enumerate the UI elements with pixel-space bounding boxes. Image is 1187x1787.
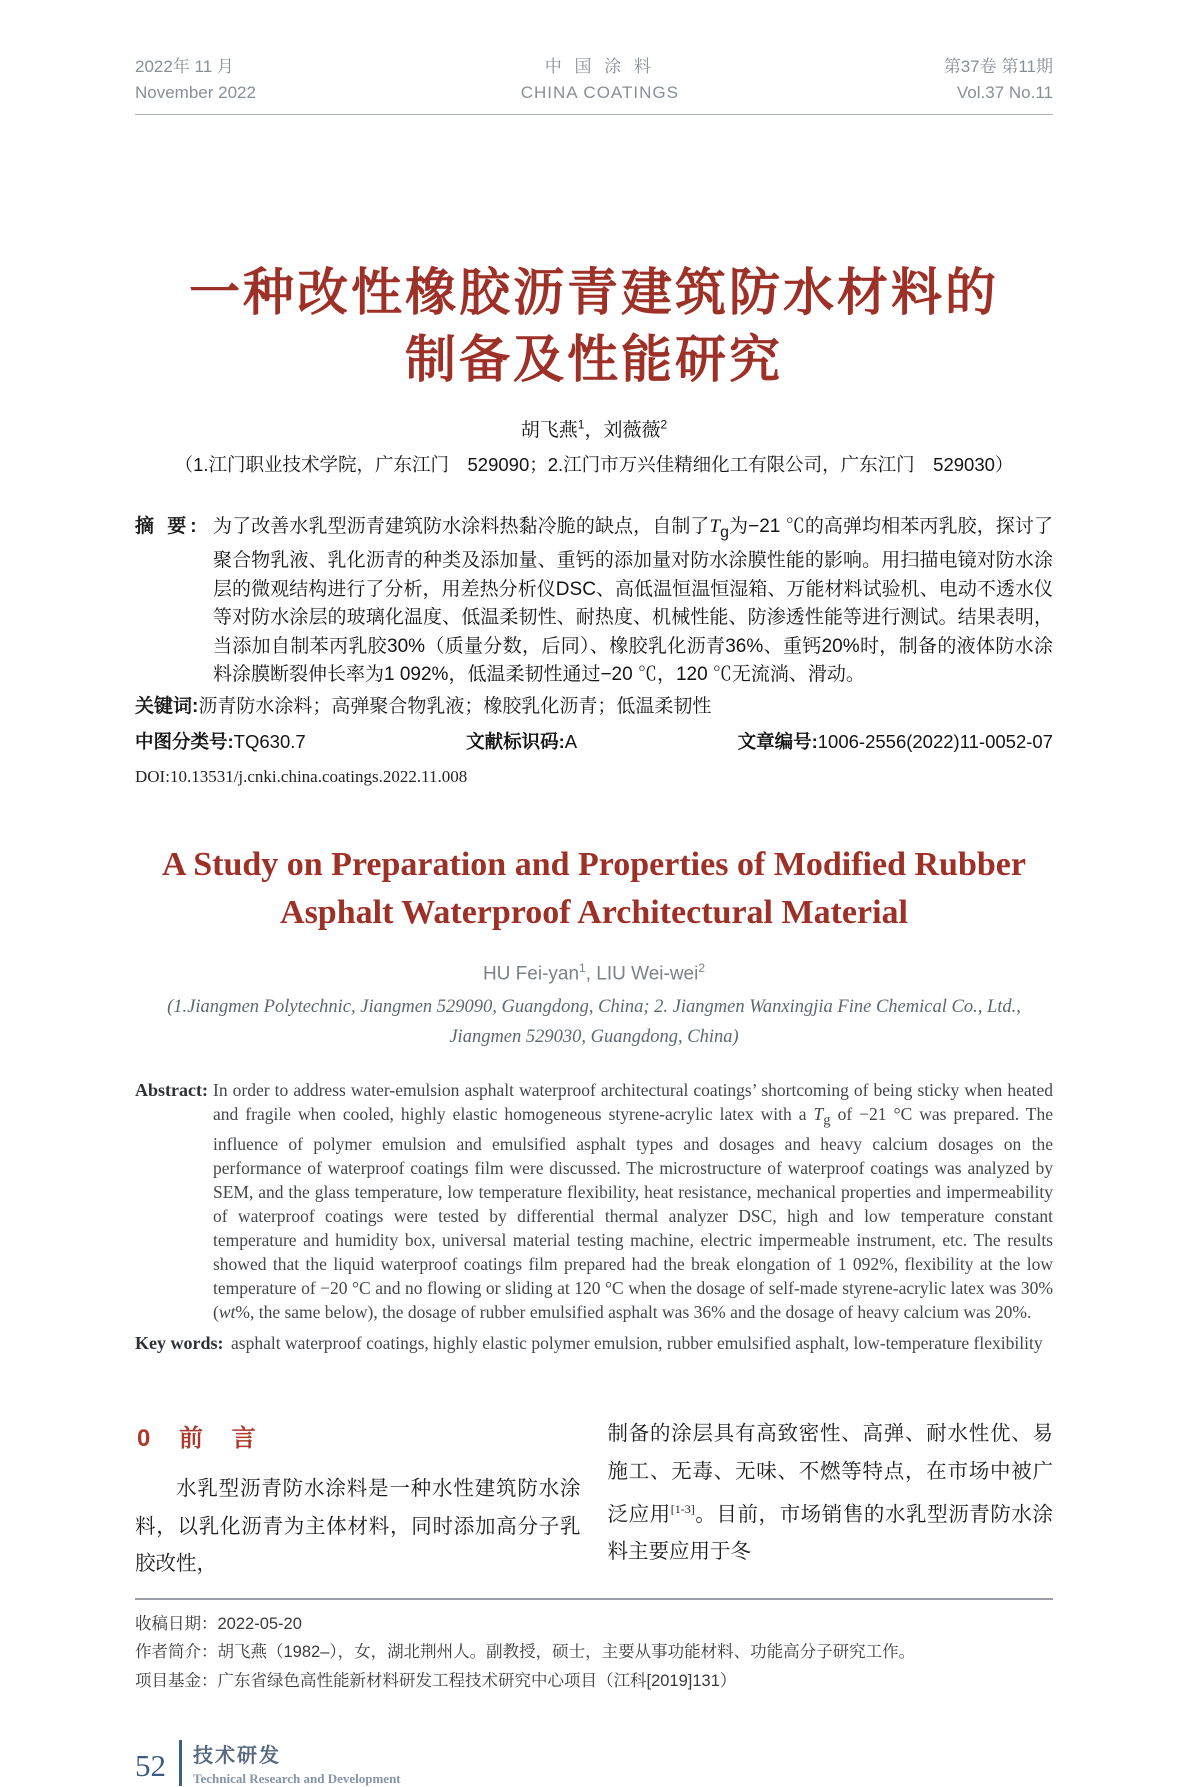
document-code-value: A: [564, 731, 578, 753]
footer-divider: [179, 1740, 182, 1786]
article-title-en: [135, 841, 1053, 937]
tg-symbol-en: T: [813, 1103, 824, 1124]
footnotes: [135, 1610, 1053, 1696]
abstract-en-p3: %, the same below), the dosage of rubber emulsified asphalt was 36% and the dosage of heavy calcium was 20%.: [235, 1302, 1032, 1323]
footnote-received-date: 收稿日期：2022-05-20: [135, 1614, 302, 1633]
footer-section-en: Technical Research and Development: [193, 1771, 401, 1787]
journal-name-cn: 中 国 涂 料: [544, 57, 655, 76]
author-cn-2-sup: 2: [660, 417, 668, 432]
keywords-cn-text: 沥青防水涂料；高弹聚合物乳液；橡胶乳化沥青；低温柔韧性: [198, 695, 712, 717]
article-number-label: 文章编号:: [737, 731, 818, 753]
intro-column-left: [135, 1416, 581, 1584]
abstract-en-text: [213, 1078, 1053, 1325]
intro-paragraph-left: 水乳型沥青防水涂料是一种水性建筑防水涂料，以乳化沥青为主体材料，同时添加高分子乳胶改性，: [135, 1478, 581, 1576]
author-cn-1: 胡飞燕: [520, 420, 578, 441]
author-cn-separator: ，: [584, 420, 604, 441]
page-footer: [135, 1739, 1053, 1787]
clc-label: 中图分类号:: [135, 731, 234, 753]
page-number: 52: [135, 1748, 166, 1784]
keywords-en: [135, 1331, 1053, 1356]
volume-issue-en: Vol.37 No.11: [956, 83, 1053, 102]
footnote-divider: [135, 1598, 1053, 1600]
wt-symbol: wt: [218, 1302, 236, 1323]
tg-subscript-en: g: [823, 1112, 831, 1129]
author-en-1-sup: 1: [579, 961, 586, 976]
header-issue-date: [135, 54, 256, 106]
abstract-cn-p1: 为了改善水乳型沥青建筑防水涂料热黏冷脆的缺点，自制了: [213, 516, 710, 537]
abstract-cn: [135, 513, 1053, 690]
affiliation-cn: （1.江门职业技术学院，广东江门 529090；2.江门市万兴佳精细化工有限公司，广东江门 529030）: [174, 454, 1014, 475]
doi: DOI:10.13531/j.cnki.china.coatings.2022.11.008: [135, 767, 468, 787]
abstract-en-p1: In order to address water-emulsion asphalt waterproof architectural coatings’ shortcoming of being sticky when heated and fragile when cooled, highly elastic homogeneous styrene-acrylic latex with a: [213, 1079, 1053, 1124]
author-cn-1-sup: 1: [577, 417, 585, 432]
keywords-en-text: asphalt waterproof coatings, highly elastic polymer emulsion, rubber emulsified asphalt, low-temperature flexibility: [231, 1333, 1043, 1354]
journal-name-en: CHINA COATINGS: [520, 83, 679, 102]
authors-en: [135, 961, 1053, 985]
keywords-cn: [135, 693, 1053, 722]
abstract-cn-p2: 为−21 ℃的高弹均相苯丙乳胶，探讨了聚合物乳液、乳化沥青的种类及添加量、重钙的添加量对防水涂膜性能的影响。用扫描电镜对防水涂层的微观结构进行了分析，用差热分析仪DSC、高低温恒温恒湿箱、万能材料试验机、电动不透水仪等对防水涂层的玻璃化温度、低温柔韧性、耐热度、机械性能、防渗透性能等进行测试。结果表明，当添加自制苯丙乳胶30%（质量分数，后同）、橡胶乳化沥青36%、重钙20%时，制备的液体防水涂料涂膜断裂伸长率为1 092%，低温柔韧性通过−20 ℃，120 ℃无流淌、滑动。: [213, 516, 1053, 686]
article-title-en-line1: A Study on Preparation and Properties of Modified Rubber: [162, 846, 1026, 884]
article-meta: [135, 728, 1053, 754]
issue-date-en: November 2022: [135, 83, 256, 102]
section-heading-intro: 0 前 言: [137, 1425, 256, 1453]
article-title-cn-line1: 一种改性橡胶沥青建筑防水材料的: [188, 264, 999, 321]
clc-value: TQ630.7: [233, 731, 306, 753]
document-code: [466, 728, 577, 754]
author-en-separator: ,: [585, 963, 597, 985]
abstract-cn-text: [213, 513, 1053, 690]
intro-right-p1: 制备的涂层具有高致密性、高弹、耐水性优、易施工、无毒、无味、不燃等特点，在市场中被广泛应用: [607, 1423, 1053, 1526]
citation-ref: [1-3]: [670, 1502, 695, 1517]
article-number-value: 1006-2556(2022)11-0052-07: [817, 731, 1053, 753]
keywords-en-label: Key words:: [135, 1333, 224, 1354]
author-en-1: HU Fei-yan: [482, 963, 580, 985]
author-cn-2: 刘薇薇: [603, 420, 661, 441]
article-number: [738, 728, 1053, 754]
article-title-cn-line2: 制备及性能研究: [404, 331, 783, 388]
abstract-en: [135, 1078, 1053, 1325]
clc-number: [135, 728, 306, 754]
intro-column-right: [608, 1416, 1054, 1584]
issue-date-cn: 2022年 11 月: [135, 57, 234, 76]
introduction-section: [135, 1416, 1053, 1584]
author-en-2: LIU Wei-wei: [596, 963, 699, 985]
footnote-fund: 项目基金：广东省绿色高性能新材料研发工程技术研究中心项目（江科[2019]131）: [135, 1671, 737, 1690]
footer-section-cn: 技术研发: [193, 1745, 281, 1768]
abstract-en-label: Abstract:: [135, 1079, 208, 1100]
article-title-cn: [135, 259, 1053, 393]
affiliation-en: (1.Jiangmen Polytechnic, Jiangmen 529090, Guangdong, China; 2. Jiangmen Wanxingjia Fine Chemical Co., Ltd., Jiangmen 529030, Guangdong, China): [167, 996, 1021, 1047]
intro-right-p2: 。目前，市场销售的水乳型沥青防水涂料主要应用于冬: [607, 1503, 1054, 1564]
running-head: [135, 54, 1053, 115]
abstract-en-p2: of −21 °C was prepared. The influence of polymer emulsion and emulsified asphalt types and dosages and heavy calcium dosages on the performance of waterproof coatings film were discussed. The microstructure of waterproof coatings was analyzed by SEM, and the glass temperature, low temperature flexibility, heat resistance, mechanical properties and impermeability of waterproof coatings were tested by differential thermal analyzer DSC, high and low temperature constant temperature and humidity box, universal material testing machine, electric impermeable instrument, etc. The results showed that the liquid waterproof coatings film prepared had the break elongation of 1 092%, flexibility at the low temperature of −20 °C and no flowing or sliding at 120 °C when the dosage of self-made styrene-acrylic latex was 30% (: [213, 1103, 1053, 1323]
authors-cn: [135, 415, 1053, 442]
footnote-author-bio: 作者简介：胡飞燕（1982–），女，湖北荆州人。副教授，硕士，主要从事功能材料、功能高分子研究工作。: [135, 1643, 916, 1662]
tg-symbol: T: [709, 516, 721, 537]
volume-issue-cn: 第37卷 第11期: [943, 57, 1053, 76]
tg-subscript: g: [720, 523, 729, 541]
intro-paragraph-right: [608, 1416, 1054, 1572]
article-title-en-line2: Asphalt Waterproof Architectural Material: [280, 894, 908, 932]
footer-section: [193, 1739, 401, 1787]
header-journal-name: [521, 54, 679, 106]
header-volume-issue: [944, 54, 1053, 106]
document-code-label: 文献标识码:: [466, 731, 565, 753]
author-en-2-sup: 2: [698, 961, 706, 976]
keywords-cn-label: 关键词:: [135, 695, 199, 717]
abstract-cn-label: 摘 要:: [135, 516, 201, 537]
